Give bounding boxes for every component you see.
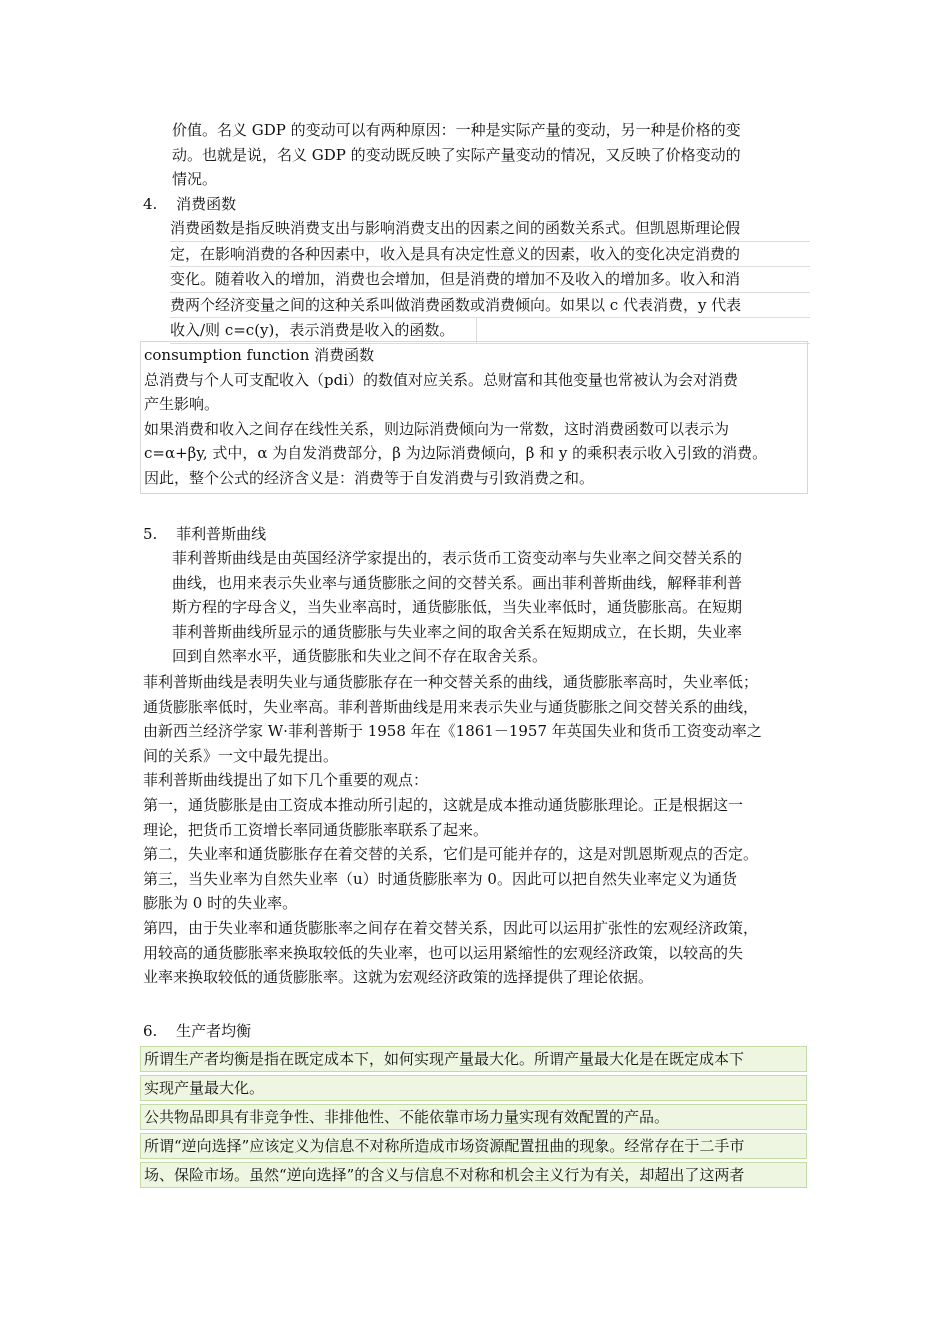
section-title: 消费函数	[176, 195, 237, 213]
section-5-indented-paragraph	[172, 546, 812, 669]
text-line: 膨胀为 0 时的失业率。	[143, 894, 298, 913]
text-line: 变化。随着收入的增加，消费也会增加，但是消费的增加不及收入的增加多。收入和消	[170, 267, 810, 293]
text-line: 菲利普斯曲线所显示的通货膨胀与失业率之间的取舍关系在短期成立，在长期，失业率	[172, 622, 743, 641]
text-line: 收入/则 c=c(y)，表示消费是收入的函数。	[170, 318, 477, 343]
text-line: 曲线，也用来表示失业率与通货膨胀之间的交替关系。画出菲利普斯曲线，解释菲利普	[172, 573, 743, 592]
section-title: 菲利普斯曲线	[176, 525, 267, 543]
consumption-function-box	[140, 341, 808, 494]
highlighted-line: 场、保险市场。虽然“逆向选择”的含义与信息不对称和机会主义行为有关，却超出了这两者	[140, 1162, 807, 1188]
highlighted-line: 所谓“逆向选择”应该定义为信息不对称所造成市场资源配置扭曲的现象。经常存在于二手市	[140, 1133, 807, 1159]
text-line: 第一，通货膨胀是由工资成本推动所引起的，这就是成本推动通货膨胀理论。正是根据这一	[143, 795, 744, 814]
text-line: 第四，由于失业率和通货膨胀率之间存在着交替关系，因此可以运用扩张性的宏观经济政策，	[143, 918, 759, 937]
text-line: 消费函数是指反映消费支出与影响消费支出的因素之间的函数关系式。但凯恩斯理论假	[170, 216, 810, 242]
box-line: 如果消费和收入之间存在线性关系，则边际消费倾向为一常数，这时消费函数可以表示为	[144, 419, 730, 438]
section-number: 6.	[143, 1022, 158, 1040]
section-5-body	[143, 670, 810, 990]
text-line: 第三，当失业率为自然失业率（u）时通货膨胀率为 0。因此可以把自然失业率定义为通货	[143, 869, 737, 888]
text-line: 回到自然率水平，通货膨胀和失业之间不存在取舍关系。	[172, 647, 548, 666]
section-6-heading	[143, 1019, 251, 1043]
text-line: 由新西兰经济学家 W·菲利普斯于 1958 年在《1861－1957 年英国失业和货币工资变动率之	[143, 722, 762, 741]
box-line: consumption function 消费函数	[144, 346, 375, 364]
text-line: 费两个经济变量之间的这种关系叫做消费函数或消费倾向。如果以 c 代表消费，y 代表	[170, 293, 810, 319]
highlighted-line: 实现产量最大化。	[140, 1075, 807, 1101]
text-line: 菲利普斯曲线提出了如下几个重要的观点：	[143, 771, 429, 790]
section-number: 5.	[143, 525, 158, 543]
highlighted-line: 公共物品即具有非竞争性、非排他性、不能依靠市场力量实现有效配置的产品。	[140, 1104, 807, 1130]
text-line: 菲利普斯曲线是由英国经济学家提出的，表示货币工资变动率与失业率之间交替关系的	[172, 549, 743, 567]
section-4-paragraph	[170, 216, 810, 344]
text-line: 用较高的通货膨胀率来换取较低的失业率，也可以运用紧缩性的宏观经济政策，以较高的失	[143, 943, 744, 962]
intro-paragraph	[172, 118, 812, 192]
box-line: c=α+βy, 式中，α 为自发消费部分，β 为边际消费倾向，β 和 y 的乘积表示收入引致的消费。	[144, 444, 768, 463]
text-line: 定，在影响消费的各种因素中，收入是具有决定性意义的因素，收入的变化决定消费的	[170, 242, 810, 268]
box-line: 总消费与个人可支配收入（pdi）的数值对应关系。总财富和其他变量也常被认为会对消费	[144, 370, 739, 389]
text-line: 理论，把货币工资增长率同通货膨胀率联系了起来。	[143, 820, 489, 839]
text-line: 业率来换取较低的通货膨胀率。这就为宏观经济政策的选择提供了理论依据。	[143, 968, 654, 987]
text-line: 菲利普斯曲线是表明失业与通货膨胀存在一种交替关系的曲线，通货膨胀率高时，失业率低；	[143, 673, 759, 691]
section-4-heading	[143, 192, 236, 216]
section-number: 4.	[143, 195, 158, 213]
box-line: 产生影响。	[144, 395, 220, 414]
highlighted-line: 所谓生产者均衡是指在既定成本下，如何实现产量最大化。所谓产量最大化是在既定成本下	[140, 1046, 807, 1072]
box-line: 因此，整个公式的经济含义是：消费等于自发消费与引致消费之和。	[144, 468, 595, 487]
text-line: 通货膨胀率低时，失业率高。菲利普斯曲线是用来表示失业与通货膨胀之间交替关系的曲线，	[143, 697, 759, 716]
text-line: 间的关系》一文中最先提出。	[143, 746, 339, 765]
text-line: 第二，失业率和通货膨胀存在着交替的关系，它们是可能并存的，这是对凯恩斯观点的否定。	[143, 845, 759, 864]
text-line: 动。也就是说，名义 GDP 的变动既反映了实际产量变动的情况，又反映了价格变动的	[172, 145, 741, 164]
section-5-heading	[143, 522, 266, 546]
text-line: 斯方程的字母含义，当失业率高时，通货膨胀低，当失业率低时，通货膨胀高。在短期	[172, 598, 743, 617]
text-line: 价值。名义 GDP 的变动可以有两种原因：一种是实际产量的变动，另一种是价格的变	[172, 121, 741, 139]
section-title: 生产者均衡	[176, 1022, 252, 1040]
text-line: 情况。	[172, 170, 218, 189]
